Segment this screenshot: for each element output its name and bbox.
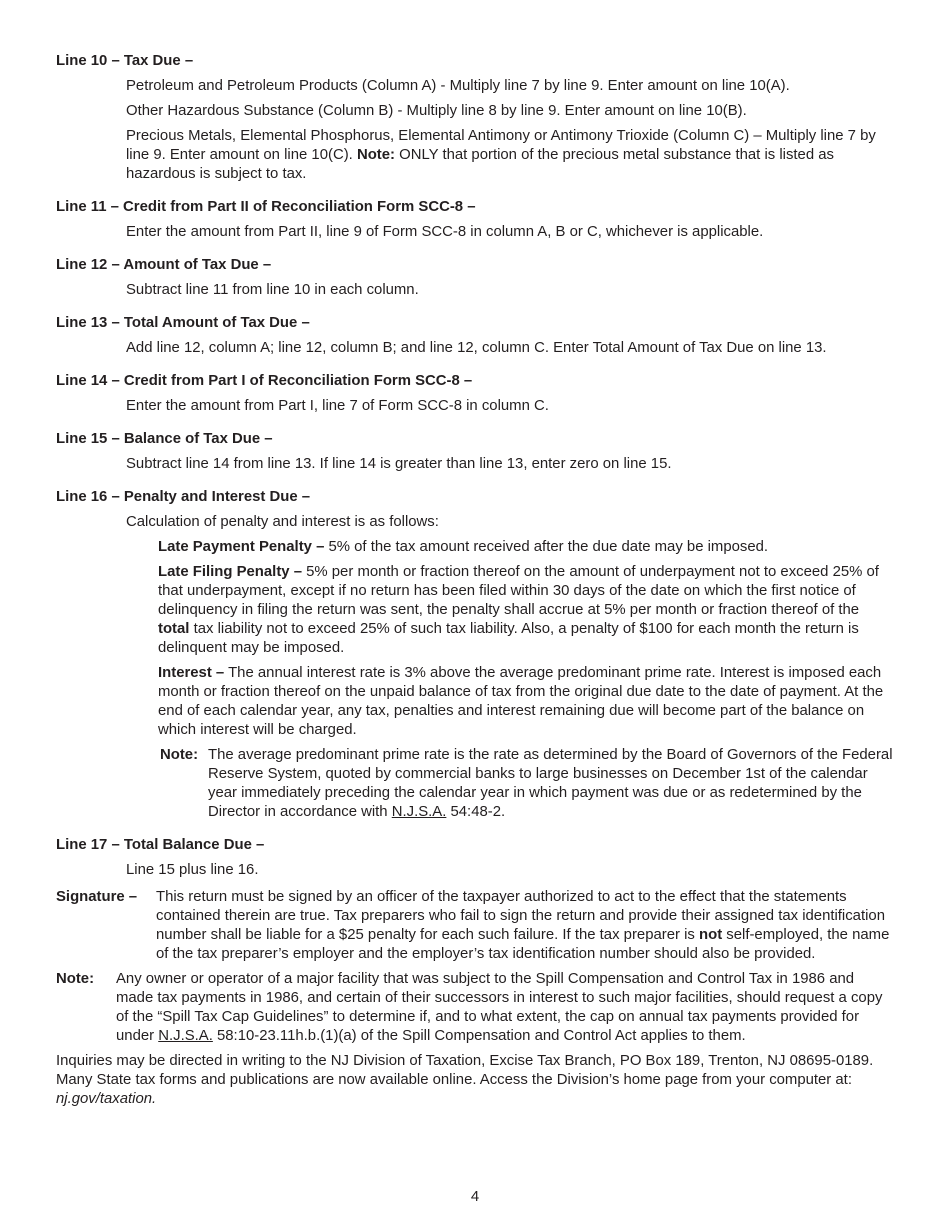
line-17-text: Line 15 plus line 16. bbox=[126, 862, 259, 878]
line-17-heading: Line 17 – Total Balance Due – bbox=[56, 837, 265, 853]
line-17-section bbox=[56, 836, 894, 880]
line-11-text: Enter the amount from Part II, line 9 of Form SCC-8 in column A, B or C, whichever is applicable. bbox=[126, 224, 764, 240]
line-12-section bbox=[56, 256, 894, 300]
line-12-heading: Line 12 – Amount of Tax Due – bbox=[56, 257, 272, 273]
prime-rate-note bbox=[160, 746, 894, 822]
line-11-section bbox=[56, 198, 894, 242]
line-15-heading: Line 15 – Balance of Tax Due – bbox=[56, 431, 273, 447]
late-payment-penalty: Late Payment Penalty – 5% of the tax amount received after the due date may be imposed. bbox=[158, 539, 769, 555]
line-10-column-c: Precious Metals, Elemental Phosphorus, Elemental Antimony or Antimony Trioxide (Column C) – Multiply line 7 by line 9. Enter amount on line 10(C). Note: ONLY that portion of the precious metal substance that is listed as hazardous is subject to tax. bbox=[126, 128, 876, 182]
line-11-heading: Line 11 – Credit from Part II of Reconciliation Form SCC-8 – bbox=[56, 199, 476, 215]
prime-rate-note-label: Note: bbox=[160, 747, 199, 763]
instructions-page bbox=[56, 52, 894, 1109]
line-10-column-a: Petroleum and Petroleum Products (Column A) - Multiply line 7 by line 9. Enter amount on line 10(A). bbox=[126, 78, 790, 94]
line-14-section bbox=[56, 372, 894, 416]
interest-paragraph: Interest – The annual interest rate is 3% above the average predominant prime rate. Interest is imposed each month or fraction thereof on the unpaid balance of tax from the original due date to the date of payment. At the end of each calendar year, any tax, penalties and interest remaining due will become part of the balance on which interest will be charged. bbox=[158, 665, 884, 738]
line-10-heading: Line 10 – Tax Due – bbox=[56, 53, 194, 69]
spill-tax-note-label: Note: bbox=[56, 971, 95, 987]
line-14-text: Enter the amount from Part I, line 7 of Form SCC-8 in column C. bbox=[126, 398, 549, 414]
line-15-text: Subtract line 14 from line 13. If line 14 is greater than line 13, enter zero on line 15. bbox=[126, 456, 672, 472]
inquiries-paragraph: Inquiries may be directed in writing to the NJ Division of Taxation, Excise Tax Branch, PO Box 189, Trenton, NJ 08695-0189. Many State tax forms and publications are now available online. Access the Division’s home page from your computer at: nj.gov/taxation. bbox=[56, 1053, 874, 1107]
line-13-section bbox=[56, 314, 894, 358]
line-13-heading: Line 13 – Total Amount of Tax Due – bbox=[56, 315, 310, 331]
signature-label: Signature – bbox=[56, 889, 138, 905]
spill-tax-note bbox=[56, 970, 894, 1046]
spill-tax-note-text: Any owner or operator of a major facility that was subject to the Spill Compensation and Control Tax in 1986 and made tax payments in 1986, and certain of their successors in interest to such major facilities, should request a copy of the “Spill Tax Cap Guidelines” to determine if, and to what extent, the cap on annual tax payments provided for under N.J.S.A. 58:10-23.11h.b.(1)(a) of the Spill Compensation and Control Act applies to them. bbox=[116, 971, 883, 1044]
taxation-website-link[interactable]: nj.gov/taxation. bbox=[56, 1091, 157, 1107]
line-10-column-b: Other Hazardous Substance (Column B) - Multiply line 8 by line 9. Enter amount on line 10(B). bbox=[126, 103, 747, 119]
line-16-section bbox=[56, 488, 894, 822]
signature-section bbox=[56, 888, 894, 964]
page-number: 4 bbox=[470, 1189, 480, 1205]
line-14-heading: Line 14 – Credit from Part I of Reconciliation Form SCC-8 – bbox=[56, 373, 473, 389]
line-10-section bbox=[56, 52, 894, 184]
line-12-text: Subtract line 11 from line 10 in each column. bbox=[126, 282, 419, 298]
prime-rate-note-text: The average predominant prime rate is the rate as determined by the Board of Governors of the Federal Reserve System, quoted by commercial banks to large businesses on December 1st of the calendar year immediately preceding the calendar year in which payment was due or as redetermined by the Director in accordance with N.J.S.A. 54:48-2. bbox=[208, 747, 893, 820]
line-13-text: Add line 12, column A; line 12, column B; and line 12, column C. Enter Total Amount of Tax Due on line 13. bbox=[126, 340, 827, 356]
line-16-heading: Line 16 – Penalty and Interest Due – bbox=[56, 489, 311, 505]
late-filing-penalty: Late Filing Penalty – 5% per month or fraction thereof on the amount of underpayment not to exceed 25% of that underpayment, except if no return has been filed within 30 days of the date on which the first notice of delinquency in filing the return was sent, the penalty shall accrue at 5% per month or fraction thereof of the total tax liability not to exceed 25% of such tax liability. Also, a penalty of $100 for each month the return is delinquent may be imposed. bbox=[158, 564, 879, 656]
signature-text: This return must be signed by an officer of the taxpayer authorized to act to the effect that the statements contained therein are true. Tax preparers who fail to sign the return and provide their assigned tax identification number shall be liable for a $25 penalty for each such failure. If the tax preparer is not self-employed, the name of the tax preparer’s employer and the employer’s tax identification number should also be provided. bbox=[156, 889, 890, 962]
line-15-section bbox=[56, 430, 894, 474]
line-16-intro: Calculation of penalty and interest is as follows: bbox=[126, 514, 439, 530]
